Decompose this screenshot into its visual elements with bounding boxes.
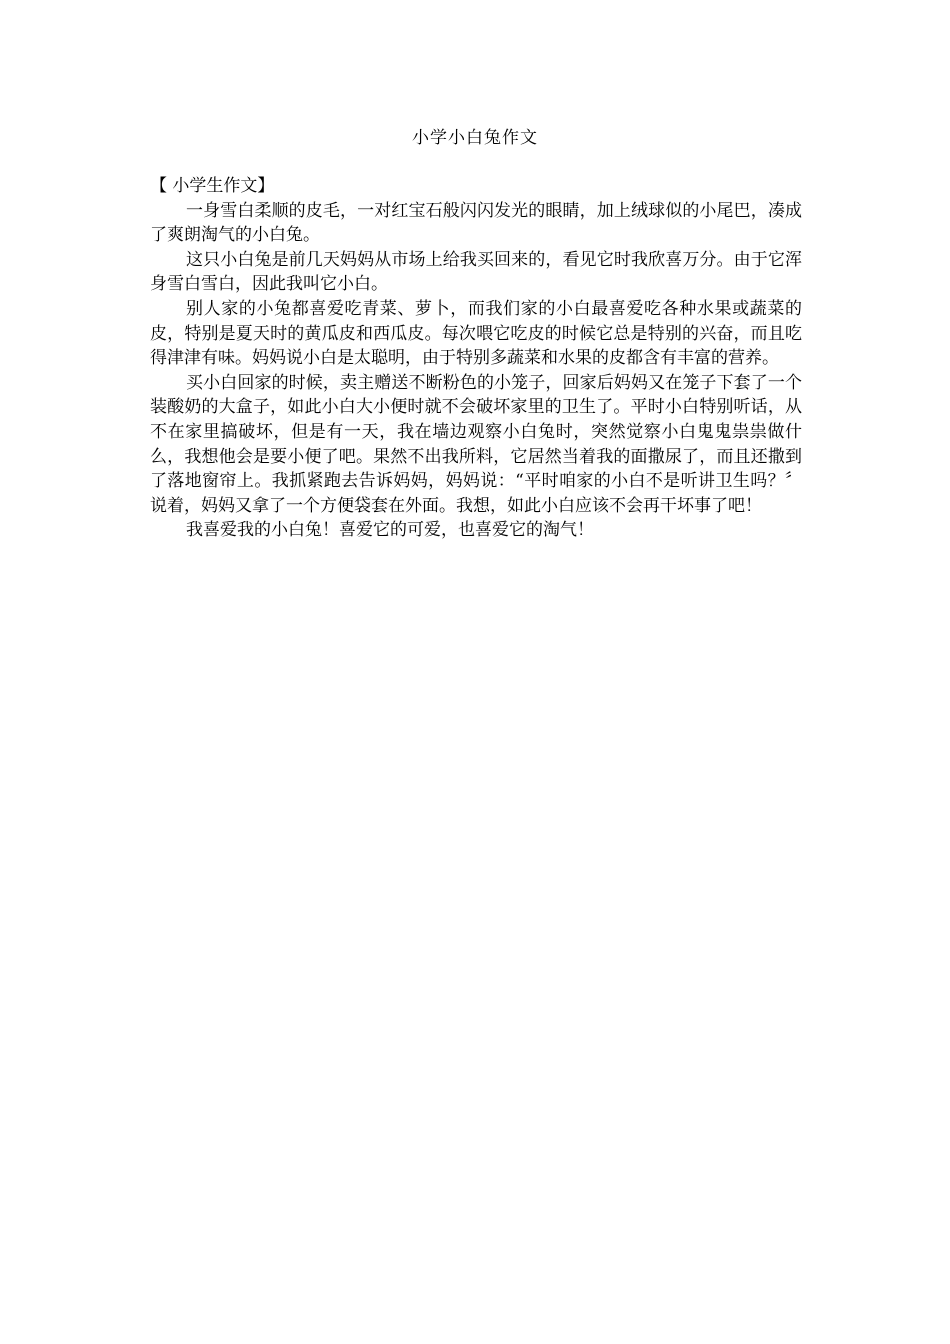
paragraph: 别人家的小兔都喜爱吃青菜、萝卜，而我们家的小白最喜爱吃各种水果或蔬菜的皮，特别是夏天时的黄瓜皮和西瓜皮。每次喂它吃皮的时候它总是特别的兴奋，而且吃得津津有味。妈妈说小白是太聪明，由于特别多蔬菜和水果的皮都含有丰富的营养。 xyxy=(150,298,802,369)
document-title: 小学小白兔作文 xyxy=(412,128,538,148)
section-label: 【 小学生作文】 xyxy=(150,176,275,196)
paragraph: 这只小白兔是前几天妈妈从市场上给我买回来的，看见它时我欣喜万分。由于它浑身雪白雪白，因此我叫它小白。 xyxy=(150,249,802,295)
paragraph: 我喜爱我的小白兔！喜爱它的可爱，也喜爱它的淘气！ xyxy=(186,520,594,541)
document-body xyxy=(150,174,802,543)
paragraph: 一身雪白柔顺的皮毛，一对红宝石般闪闪发光的眼睛，加上绒球似的小尾巴，凑成了爽朗淘气的小白兔。 xyxy=(150,200,802,246)
paragraph: 买小白回家的时候，卖主赠送不断粉色的小笼子，回家后妈妈又在笼子下套了一个装酸奶的大盒子，如此小白大小便时就不会破坏家里的卫生了。平时小白特别听话，从不在家里搞破坏，但是有一天，我在墙边观察小白兔时，突然觉察小白鬼鬼祟祟做什么，我想他会是要小便了吧。果然不出我所料，它居然当着我的面撒尿了，而且还撒到了落地窗帘上。我抓紧跑去告诉妈妈，妈妈说：“平时咱家的小白不是听讲卫生吗？〞说着，妈妈又拿了一个方便袋套在外面。我想，如此小白应该不会再干坏事了吧！ xyxy=(150,372,802,516)
